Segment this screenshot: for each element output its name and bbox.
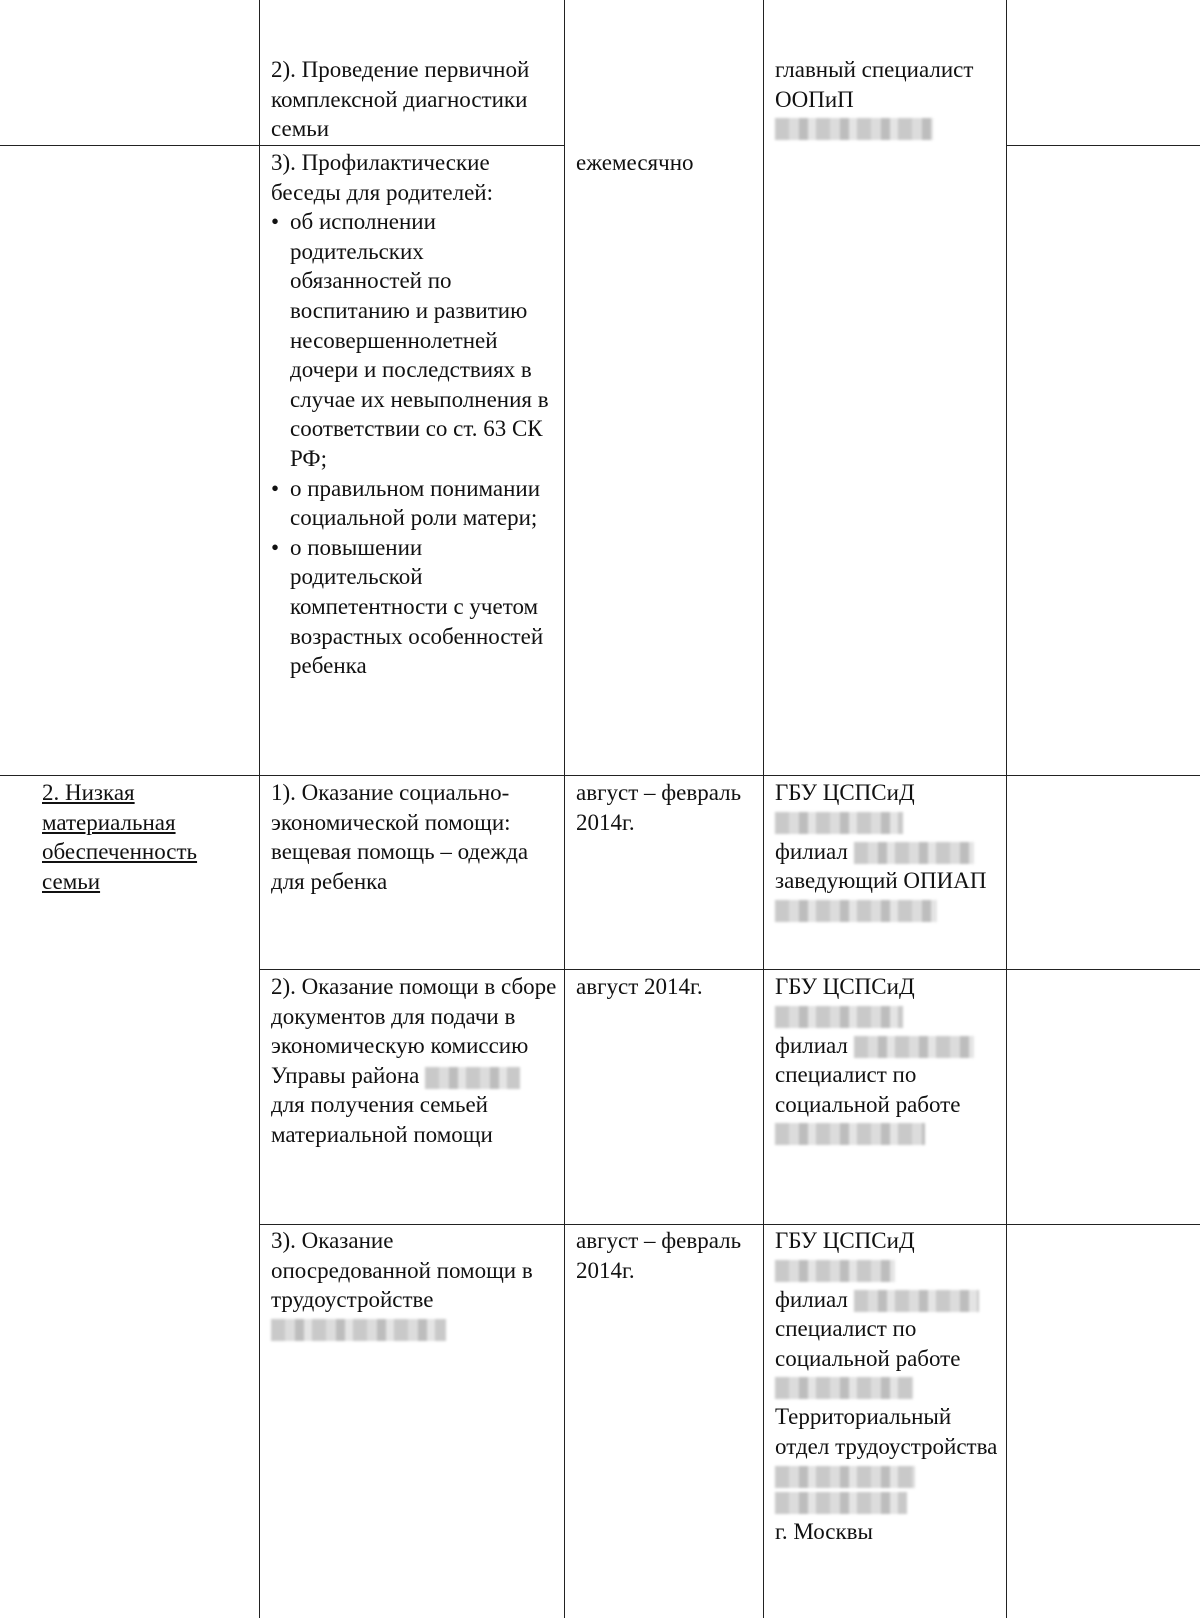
conversation-topics-list	[271, 207, 559, 681]
role-text: специалист по социальной работе	[775, 1316, 961, 1371]
list-item: • о правильном понимании социальной роли матери;	[271, 474, 559, 533]
redacted-name	[775, 1123, 925, 1145]
table-cell-term	[576, 148, 756, 178]
redacted-name	[775, 1006, 903, 1028]
redacted-name	[775, 812, 903, 834]
role-text: заведующий ОПИАП	[775, 868, 987, 894]
table-cell-measure	[271, 972, 559, 1150]
role-text: специалист по социальной работе	[775, 1062, 961, 1117]
problem-heading: 2. Низкая материальная обеспеченность семьи	[42, 780, 198, 894]
redacted-name	[854, 1036, 974, 1058]
measure-text: для получения семьей материальной помощи	[271, 1092, 493, 1147]
org-name: ГБУ ЦСПСиД	[775, 1228, 915, 1253]
table-cell-responsible	[775, 972, 1000, 1148]
table-cell-term	[576, 1226, 756, 1285]
org-name: ГБУ ЦСПСиД	[775, 780, 915, 805]
table-border-left-note	[1006, 0, 1007, 1618]
redacted-name	[854, 1290, 979, 1312]
table-cell-measure	[271, 778, 556, 896]
table-cell-term	[576, 972, 756, 1002]
term-text: ежемесячно	[576, 150, 694, 175]
term-text: август 2014г.	[576, 974, 703, 999]
table-cell-problem	[42, 778, 242, 896]
redacted-name	[775, 1492, 907, 1514]
redacted-name	[854, 842, 974, 864]
branch-label: филиал	[775, 1032, 848, 1058]
redacted-name	[271, 1319, 446, 1341]
list-item: • об исполнении родительских обязанностей по воспитанию и развитию несовершеннолетней дочери и последствиях в случае их невыполнения в соответствии со ст. 63 СК РФ;	[271, 207, 559, 473]
term-text: август – февраль 2014г.	[576, 780, 742, 835]
term-text: август – февраль 2014г.	[576, 1228, 742, 1283]
redacted-name	[775, 1466, 915, 1488]
table-row-border	[0, 145, 564, 146]
redacted-name	[775, 118, 933, 140]
city-text: г. Москвы	[775, 1518, 873, 1544]
measure-text: 2). Оказание помощи в сборе документов для подачи в экономическую комиссию Управы района	[271, 974, 557, 1088]
table-row-border	[259, 1224, 1200, 1225]
table-cell-measure	[271, 55, 556, 144]
table-cell-measure	[271, 148, 559, 681]
measure-text: 3). Оказание опосредованной помощи в трудоустройстве	[271, 1228, 533, 1313]
redacted-name	[775, 1377, 913, 1399]
measure-text: 2). Проведение первичной комплексной диагностики семьи	[271, 57, 530, 142]
department-text: Территориальный отдел трудоустройства	[775, 1404, 998, 1459]
list-item: • о повышении родительской компетентности с учетом возрастных особенностей ребенка	[271, 533, 559, 681]
org-name: ГБУ ЦСПСиД	[775, 974, 915, 999]
redacted-name	[775, 1260, 895, 1282]
redacted-name	[425, 1067, 520, 1089]
table-border-left-term	[564, 0, 565, 1618]
table-border-left-measure	[259, 0, 260, 1618]
responsible-text: главный специалист ООПиП	[775, 57, 974, 112]
table-row-border	[0, 775, 1200, 776]
measure-text: 1). Оказание социально-экономической помощи: вещевая помощь – одежда для ребенка	[271, 780, 529, 894]
redacted-name	[775, 900, 937, 922]
branch-label: филиал	[775, 838, 848, 864]
measure-intro: 3). Профилактические беседы для родителей:	[271, 150, 493, 205]
table-cell-responsible	[775, 1226, 1000, 1546]
table-cell-measure	[271, 1226, 556, 1344]
table-cell-responsible	[775, 55, 1000, 143]
table-border-left-responsible	[763, 0, 764, 1618]
table-cell-responsible	[775, 778, 1000, 925]
table-row-border	[259, 969, 1200, 970]
table-cell-term	[576, 778, 756, 837]
table-row-border	[1006, 145, 1200, 146]
branch-label: филиал	[775, 1286, 848, 1312]
